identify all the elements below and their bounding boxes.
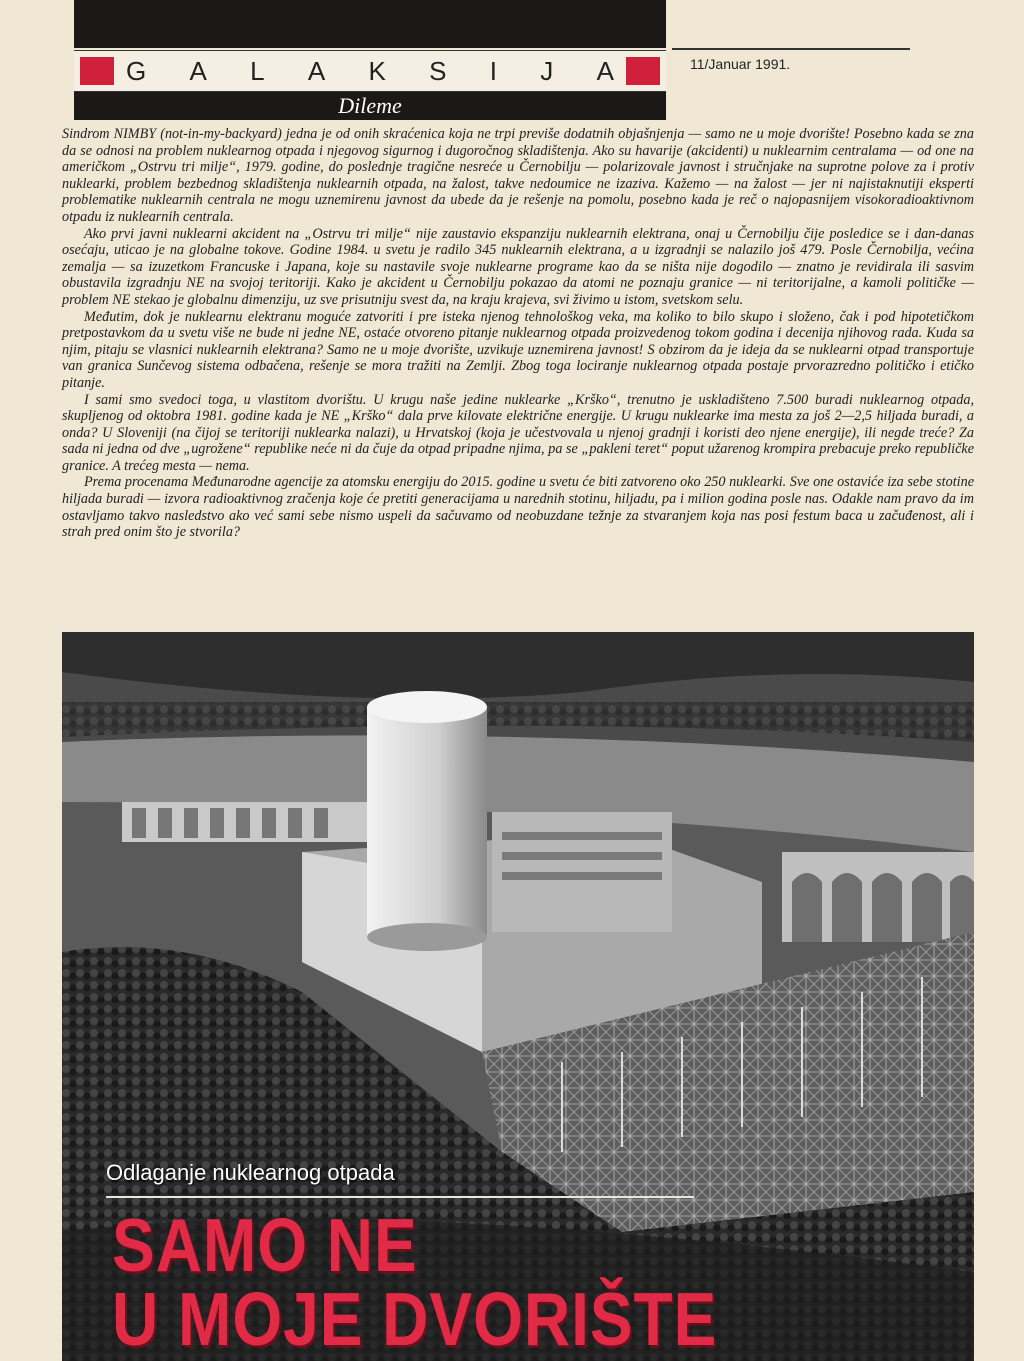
section-title: Dileme: [74, 92, 666, 120]
masthead-letter: S: [429, 55, 447, 86]
masthead-letter: A: [596, 55, 614, 86]
kicker-rule: [106, 1196, 694, 1198]
headline-line-1: SAMO NE: [112, 1202, 418, 1288]
article-body: [62, 126, 974, 541]
issue-date: 11/Januar 1991.: [690, 56, 791, 72]
masthead-letter: J: [540, 55, 554, 86]
masthead-letter: A: [307, 55, 326, 86]
masthead-red-block-right: [626, 57, 660, 85]
masthead-band: [74, 50, 666, 92]
article-paragraph: Prema procenama Međunarodne agencije za atomsku energiju do 2015. godine u svetu će biti zatvoreno oko 250 nuklearki. Sve one ostaviće iza sebe stotine hiljada buradi — izvora radioaktivnog zračenja koje će pretiti generacijama u narednih stotinu, hiljadu, pa i milion godina posle nas. Odakle nam pravo da im ostavljamo takvo nasledstvo ako već sami sebe nismo uspeli da sačuvamo od neobuzdane težnje za stvaranjem koja nas posi festum baca u začuđenost, ali i strah pred onim što je stvorila?: [62, 474, 974, 541]
masthead-letter: G: [126, 55, 147, 86]
header-black-bar: [74, 0, 666, 48]
article-paragraph: Ako prvi javni nuklearni akcident na „Ostrvu tri milje“ nije zaustavio ekspanziju nuklearnih elektrana, onaj u Černobilju čije posledice se i dan-danas osećaju, uticao je na globalne tokove. Godine 1984. u svetu je radilo 345 nuklearnih elektrana, a u izgradnji se nalazilo još 479. Posle Černobilja, većina zemalja — sa izuzetkom Francuske i Japana, koje su nastavile svoje nuklearne programe kao da se ništa nije dogodilo — znatno je revidirala ili sasvim obustavila izgradnju NE na svojoj teritoriji. Kako je akcident u Černobilju pokazao da atomi ne poznaju granice — ni teritorijalne, a kamoli političke — problem NE stekao je globalnu dimenziju, uz sve prisutniju svest da, na kraju krajeva, svi živimo u istom, svetskom selu.: [62, 225, 974, 308]
masthead-letter: A: [189, 55, 207, 86]
masthead-letters: [126, 55, 614, 87]
masthead-letter: K: [368, 55, 386, 86]
article-paragraph: Sindrom NIMBY (not-in-my-backyard) jedna je od onih skraćenica koja ne trpi previše dodatnih objašnjenja — samo ne u moje dvorište! Posebno kada se zna da se odnosi na problem nuklearnog otpada i njegovog sigurnog i dugoročnog skladištenja. Ako su havarije (akcidenti) u nuklearnim centralama — od one na američkom „Ostrvu tri milje“, 1979. godine, do poslednje tragične nesreće u Černobilju — polarizovale javnost i stručnjake na suprotne polove za i protiv nuklearki, problem bezbednog skladištenja nuklearnih otpada, na žalost, takve nedoumice ne izaziva. Kažemo — na žalost — jer ni najistaknutiji eksperti problematike nuklearnih centrala ne mogu uznemirenu javnost da ubede da je rešenje na pomolu, posebno kada je reč o najopasnijem visokoradioaktivnom otpadu iz nuklearnih centrala.: [62, 126, 974, 225]
masthead-letter: L: [250, 55, 265, 86]
headline-line-2: U MOJE DVORIŠTE: [112, 1276, 718, 1361]
masthead-letter: I: [489, 55, 497, 86]
article-paragraph: Međutim, dok je nuklearnu elektranu moguće zatvoriti i pre isteka njenog tehnološkog veka, ma koliko to bilo skupo i složeno, čak i pod hipotetičkom pretpostavkom da u svetu više ne bude ni jedne NE, ostaće otvoreno pitanje nuklearnog otpada proizvedenog tokom godina i decenija njihovog rada. Kuda sa njim, pitaju se vlasnici nuklearnih elektrana? Samo ne u moje dvorište, uzvikuje uznemirena javnost! S obzirom da je ideja da se nuklearni otpad transportuje van granica Sunčevog sistema odbačena, rešenje se mora tražiti na Zemlji. Zbog toga lociranje nuklearnog otpada postaje prvorazredno političko i etičko pitanje.: [62, 308, 974, 391]
article-paragraph: I sami smo svedoci toga, u vlastitom dvorištu. U krugu naše jedine nuklearke „Krško“, trenutno je uskladišteno 7.500 buradi nuklearnog otpada, skupljenog od oktobra 1981. godine kada je NE „Krško“ dala prve kilovate električne energije. U krugu nuklearke ima mesta za još 2—2,5 hiljada buradi, a onda? U Sloveniji (na čijoj se teritoriji nuklearka nalazi), u Hrvatskoj (koja je učestvovala u njenoj gradnji i koristi deo njene energije), ili negde treće? Za sada ni jedna od dve „ugrožene“ republike neće ni da čuje da otpad pripadne njima, pa se „pakleni teret“ poput užarenog krompira prebacuje preko republičke granice. A trećeg mesta — nema.: [62, 391, 974, 474]
masthead-red-block-left: [80, 57, 114, 85]
photo-kicker: Odlaganje nuklearnog otpada: [106, 1160, 395, 1185]
date-rule: [672, 48, 910, 50]
